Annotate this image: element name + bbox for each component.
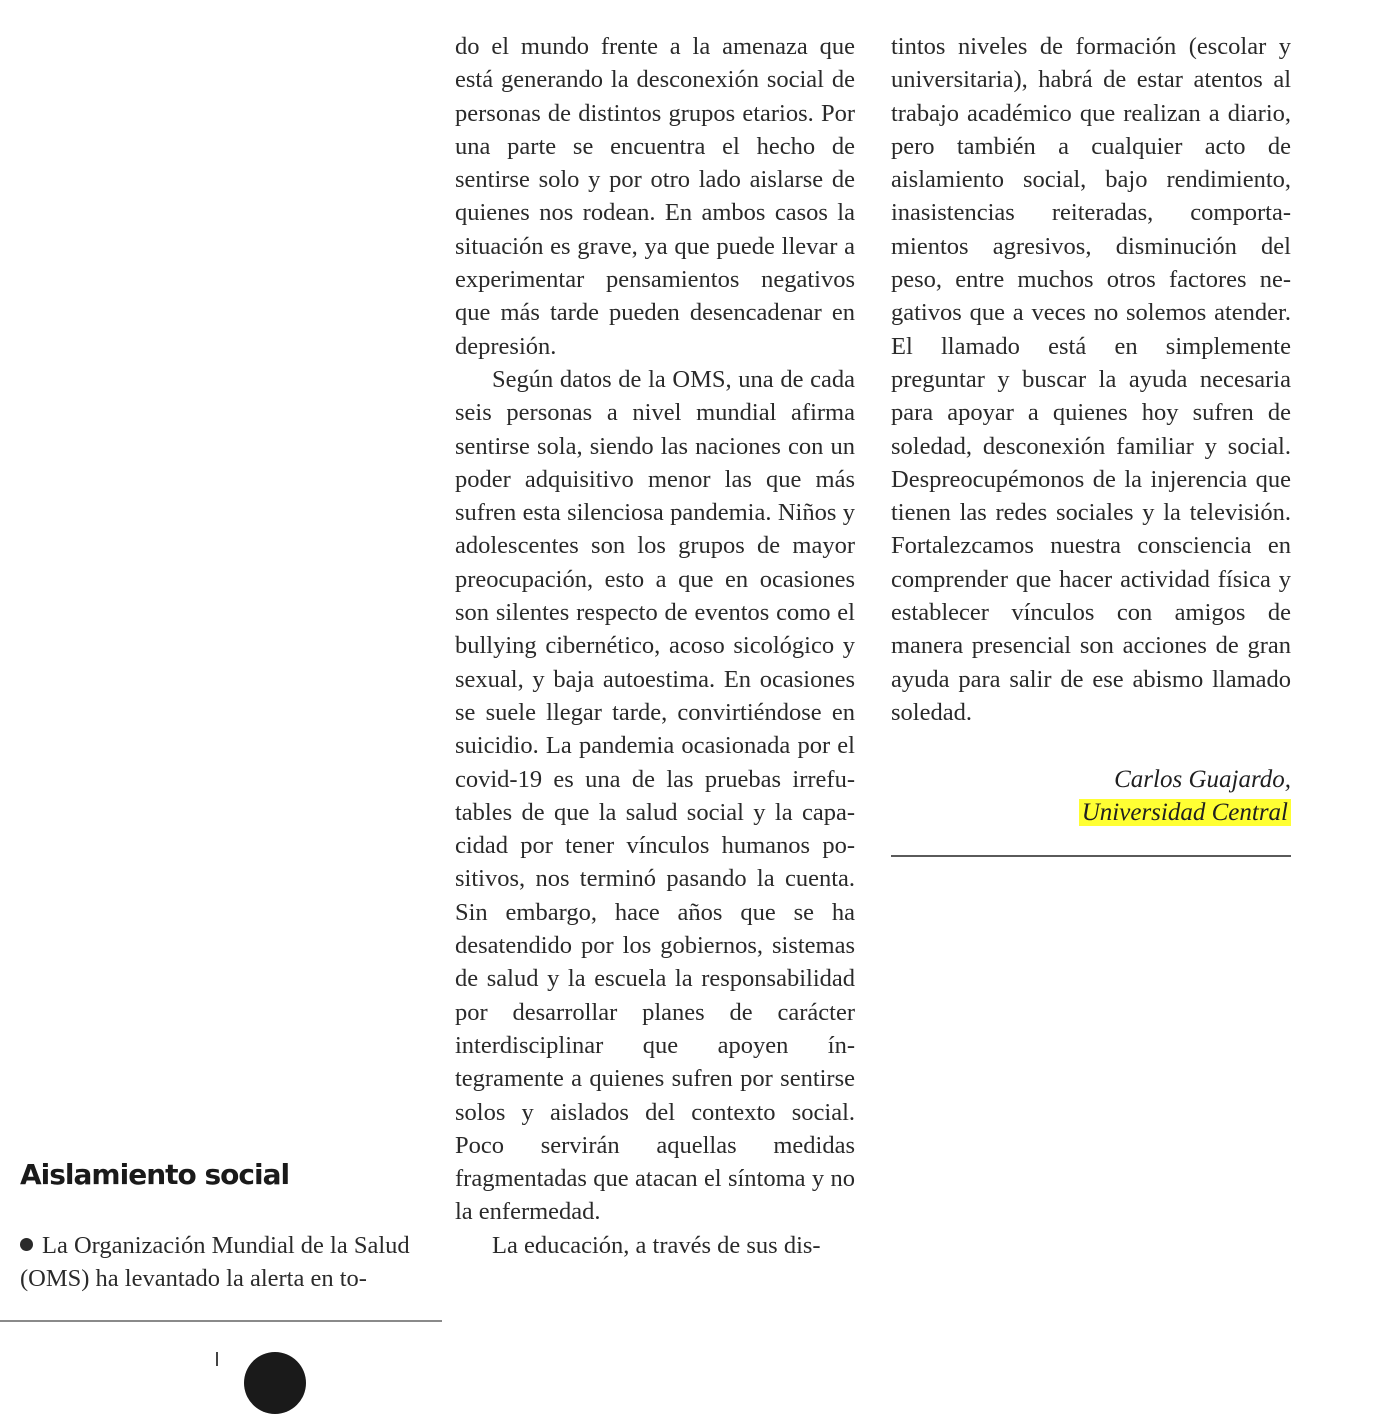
author-signature bbox=[891, 763, 1291, 829]
author-affiliation-text: Universidad Central bbox=[1079, 799, 1291, 826]
article-headline: Aislamiento social bbox=[20, 1158, 290, 1191]
bullet-icon bbox=[20, 1238, 33, 1251]
author-name: Carlos Guajardo, bbox=[1114, 766, 1291, 793]
column-divider-bottom bbox=[216, 1352, 218, 1366]
author-affiliation bbox=[891, 796, 1291, 829]
article-lead-block bbox=[20, 1155, 420, 1296]
next-article-avatar bbox=[244, 1352, 306, 1414]
article-lead-text: La Organización Mundial de la Salud (OMS) ha levantado la alerta en to- bbox=[20, 1232, 410, 1293]
body-paragraph: tintos niveles de formación (escolar y universitaria), habrá de estar atentos al trabajo académico que realizan a diario, pero también a cualquier acto de aislamiento social, bajo rendimiento, inasistencias reiteradas, comportamientos agresivos, disminución del peso, entre muchos otros factores negativos que a veces no solemos atender. El llamado está en simplemente preguntar y buscar la ayuda necesaria para apoyar a quienes hoy sufren de soledad, desconexión familiar y social. Despreocupémonos de la injerencia que tienen las redes sociales y la televisión. Fortalezcamos nuestra consciencia en comprender que hacer actividad física y establecer vínculos con amigos de manera presencial son acciones de gran ayuda para salir de ese abismo llamado soledad. bbox=[891, 33, 1291, 726]
body-paragraph: Según datos de la OMS, una de cada seis personas a nivel mundial afirma sentirse sola, siendo las naciones con un poder adquisitivo menor las que más sufren esta silenciosa pandemia. Niños y adolescentes son los grupos de mayor preocupación, esto a que en ocasiones son silentes respecto de eventos como el bullying cibernético, acoso sicológico y sexual, y baja autoestima. En ocasiones se suele llegar tarde, convirtiéndose en suicidio. La pandemia ocasionada por el covid-19 es una de las pruebas irrefutables de que la salud social y la capacidad por tener vínculos humanos positivos, nos terminó pasando la cuenta. Sin embargo, hace años que se ha desatendido por los gobiernos, sistemas de salud y la escuela la responsabilidad por desarrollar planes de carácter interdisciplinar que apoyen íntegramente a quienes sufren por sentirse solos y aislados del contexto social. Poco servirán aquellas medidas fragmentadas que atacan el síntoma y no la enfermedad. bbox=[455, 365, 855, 1226]
article-end-rule bbox=[891, 855, 1291, 857]
article-column-right bbox=[891, 30, 1291, 729]
body-paragraph: La educación, a través de sus dis- bbox=[492, 1231, 821, 1259]
article-column-middle bbox=[455, 30, 855, 1262]
section-divider-left bbox=[0, 1320, 442, 1322]
body-paragraph: do el mundo frente a la amenaza que está generando la desconexión social de personas de distintos grupos etarios. Por una parte se encuentra el hecho de sentirse solo y por otro lado aislarse de quienes nos rodean. En ambos casos la situación es grave, ya que puede llevar a experimentar pensamientos negativos que más tarde pueden desencadenar en depresión. bbox=[455, 33, 855, 360]
article-lead bbox=[20, 1229, 420, 1296]
